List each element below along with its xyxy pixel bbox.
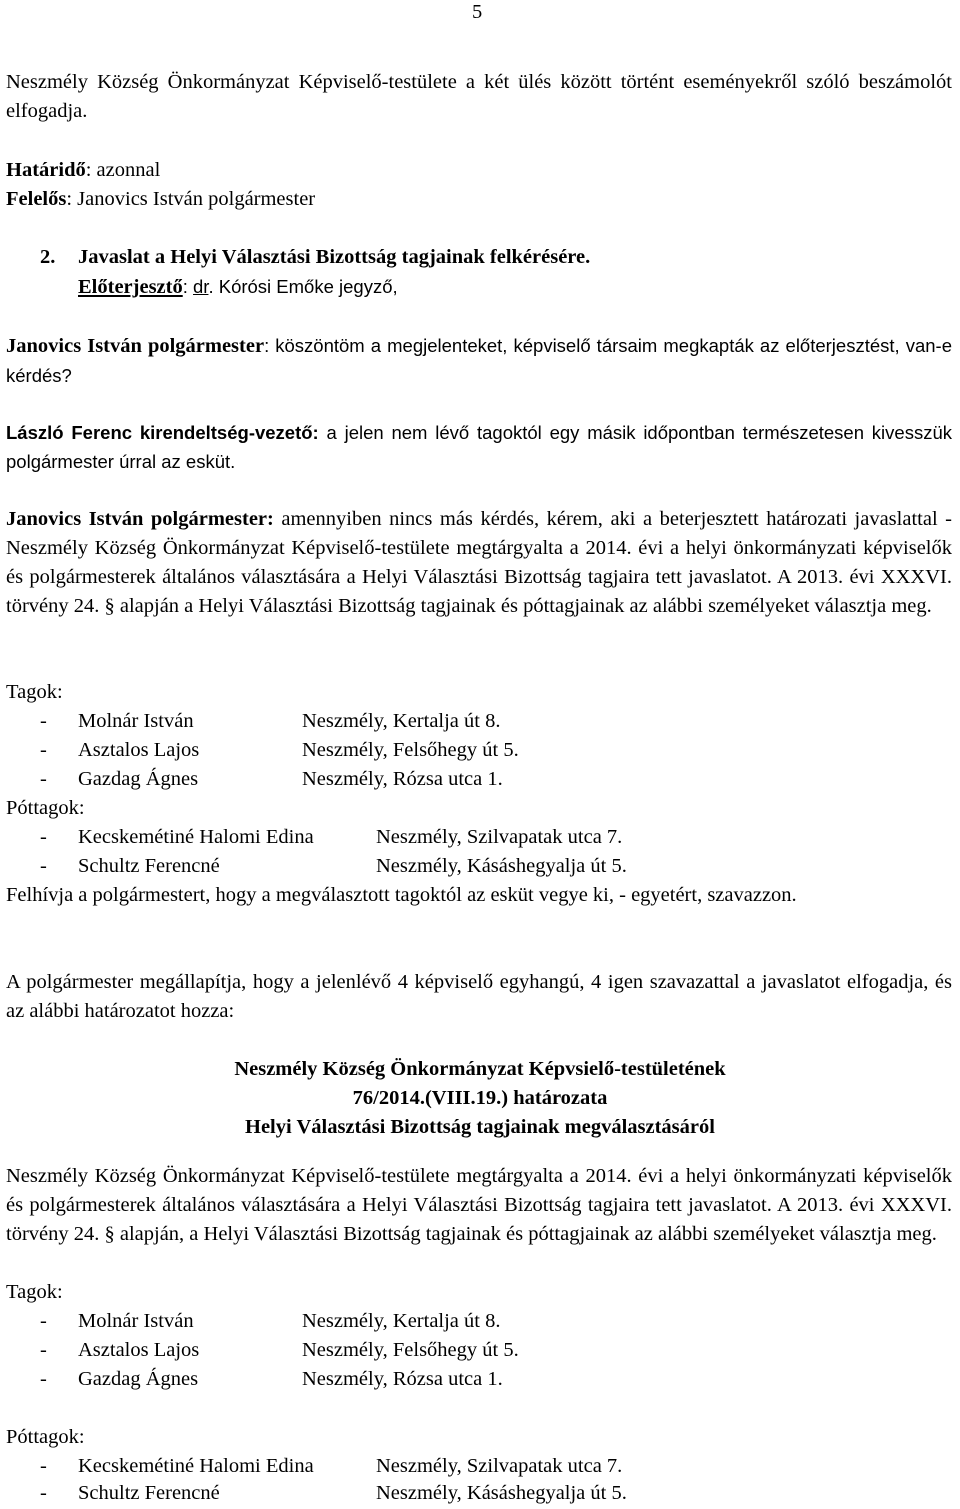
intro-paragraph: Neszmély Község Önkormányzat Képviselő-testülete a két ülés között történt eseményekről szóló beszámolót elfogadja. bbox=[6, 71, 952, 122]
member-address: Neszmély, Kásáshegyalja út 5. bbox=[376, 855, 627, 877]
resolution-substitutes-label: Póttagok: bbox=[6, 1426, 85, 1448]
member-name: Asztalos Lajos bbox=[78, 739, 200, 761]
presenter-prefix: dr bbox=[193, 276, 209, 297]
presenter-rest: . Kórósi Emőke jegyző, bbox=[208, 276, 398, 297]
member-name: Gazdag Ágnes bbox=[78, 1368, 199, 1390]
list-dash: - bbox=[40, 1482, 47, 1504]
member-address: Neszmély, Felsőhegy út 5. bbox=[302, 1339, 519, 1361]
member-address: Neszmély, Felsőhegy út 5. bbox=[302, 739, 519, 761]
member-name: Kecskemétiné Halomi Edina bbox=[78, 826, 314, 848]
resolution-title: Neszmély Község Önkormányzat Képvsielő-testületének bbox=[234, 1058, 726, 1080]
deadline-value: azonnal bbox=[91, 159, 161, 181]
deadline-colon: : bbox=[85, 159, 92, 181]
member-address: Neszmély, Szilvapatak utca 7. bbox=[376, 1455, 623, 1477]
member-address: Neszmély, Rózsa utca 1. bbox=[302, 1368, 503, 1390]
speaker-name: László Ferenc kirendeltség-vezető: bbox=[6, 422, 319, 443]
speech-office-head bbox=[6, 418, 952, 476]
member-name: Asztalos Lajos bbox=[78, 1339, 200, 1361]
member-address: Neszmély, Kertalja út 8. bbox=[302, 1310, 501, 1332]
member-address: Neszmély, Kertalja út 8. bbox=[302, 710, 501, 732]
resolution-number: 76/2014.(VIII.19.) határozata bbox=[352, 1087, 608, 1109]
list-dash: - bbox=[40, 855, 47, 877]
member-address: Neszmély, Rózsa utca 1. bbox=[302, 768, 503, 790]
member-name: Schultz Ferencné bbox=[78, 855, 220, 877]
resolution-members-label: Tagok: bbox=[6, 1281, 63, 1303]
page-number: 5 bbox=[472, 1, 483, 23]
responsible-colon: : bbox=[66, 188, 73, 210]
responsible-value: Janovics István polgármester bbox=[72, 188, 316, 210]
deadline-line bbox=[6, 156, 160, 185]
vote-paragraph: A polgármester megállapítja, hogy a jelenlévő 4 képviselő egyhangú, 4 igen szavazattal a javaslatot elfogadja, és az alábbi határozatot hozza: bbox=[6, 971, 952, 1022]
member-name: Schultz Ferencné bbox=[78, 1482, 220, 1504]
resolution-subject: Helyi Választási Bizottság tagjainak megválasztásáról bbox=[245, 1116, 715, 1138]
agenda-title: Javaslat a Helyi Választási Bizottság tagjainak felkérésére. bbox=[78, 246, 591, 268]
resolution-body: Neszmély Község Önkormányzat Képviselő-testülete megtárgyalta a 2014. évi a helyi önkormányzati képviselők és polgármesterek általános választására a Helyi Választási Bizottság tagjaira tett javaslatot. A 2013. évi XXXVI. törvény 24. § alapján, a Helyi Választási Bizottság tagjainak és póttagjainak az alábbi személyeket választja meg. bbox=[6, 1165, 952, 1245]
list-dash: - bbox=[40, 1339, 47, 1361]
member-address: Neszmély, Kásáshegyalja út 5. bbox=[376, 1482, 627, 1504]
speech-mayor-1 bbox=[6, 331, 952, 390]
substitutes-label: Póttagok: bbox=[6, 797, 85, 819]
members-label: Tagok: bbox=[6, 681, 63, 703]
call-paragraph: Felhívja a polgármestert, hogy a megválasztott tagoktól az esküt vegye ki, - egyetért, szavazzon. bbox=[6, 884, 797, 906]
list-dash: - bbox=[40, 826, 47, 848]
speech-text: amennyiben nincs más kérdés, kérem, aki a beterjesztett határozati javaslattal - Neszmély Község Önkormányzat Képviselő-testülete megtárgyalta a 2014. évi a helyi önkormányzati képviselők és polgármesterek általános választására a Helyi Választási Bizottság tagjaira tett javaslatot. A 2013. évi XXXVI. törvény 24. § alapján a Helyi Választási Bizottság tagjainak és póttagjainak az alábbi személyeket választja meg. bbox=[6, 508, 952, 617]
speech-text: a jelen nem lévő tagoktól egy másik időpontban természetesen kivesszük polgármester úrral az esküt. bbox=[6, 422, 952, 472]
responsible-line bbox=[6, 185, 315, 214]
speech-text: : köszöntöm a megjelenteket, képviselő társaim megkapták az előterjesztést, van-e kérdés? bbox=[6, 335, 952, 386]
speech-mayor-2 bbox=[6, 505, 952, 621]
list-dash: - bbox=[40, 710, 47, 732]
responsible-label: Felelős bbox=[6, 188, 67, 210]
presenter-label: Előterjesztő bbox=[78, 276, 183, 298]
member-address: Neszmély, Szilvapatak utca 7. bbox=[376, 826, 623, 848]
member-name: Molnár István bbox=[78, 710, 194, 732]
list-dash: - bbox=[40, 1310, 47, 1332]
member-name: Kecskemétiné Halomi Edina bbox=[78, 1455, 314, 1477]
deadline-label: Határidő bbox=[6, 159, 86, 181]
agenda-number: 2. bbox=[40, 246, 56, 268]
list-dash: - bbox=[40, 768, 47, 790]
list-dash: - bbox=[40, 739, 47, 761]
member-name: Molnár István bbox=[78, 1310, 194, 1332]
list-dash: - bbox=[40, 1455, 47, 1477]
list-dash: - bbox=[40, 1368, 47, 1390]
presenter-colon: : bbox=[182, 276, 194, 297]
member-name: Gazdag Ágnes bbox=[78, 768, 199, 790]
speaker-name: Janovics István polgármester bbox=[6, 335, 265, 357]
presenter-line bbox=[78, 272, 398, 302]
speaker-name: Janovics István polgármester: bbox=[6, 508, 274, 530]
